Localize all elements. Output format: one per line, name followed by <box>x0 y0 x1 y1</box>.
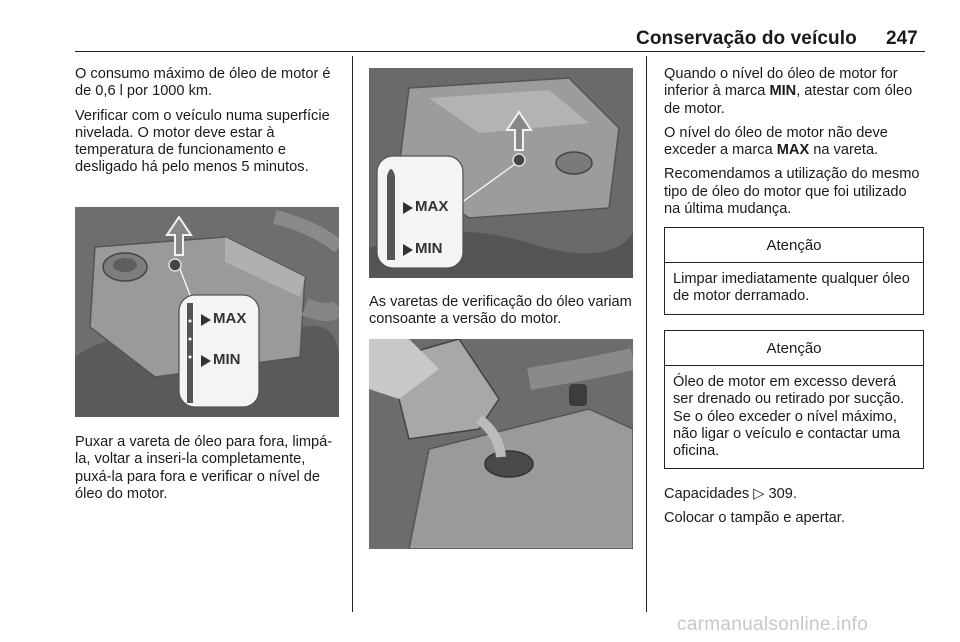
left-column <box>75 66 345 184</box>
close-cap-paragraph: Colocar o tampão e apertar. <box>664 510 845 527</box>
warning-box-title: Atenção <box>665 331 923 366</box>
max-level-paragraph: O nível do óleo de motor não deve exceder a marca MAX na vareta. <box>664 124 888 159</box>
column-divider-1 <box>352 56 353 612</box>
capacities-reference: Capacidades ▷ 309. <box>664 486 797 502</box>
figure-oil-refill <box>369 339 633 549</box>
min-level-paragraph: Quando o nível do óleo de motor for inferior à marca MIN, atestar com óleo de motor. <box>664 66 913 117</box>
capacities-link[interactable]: 309. <box>768 486 797 502</box>
engine-illustration-1 <box>75 207 339 417</box>
middle-column-caption <box>369 294 637 336</box>
right-column-bottom <box>664 486 926 535</box>
header-divider <box>75 51 925 52</box>
oil-consumption-paragraph: O consumo máximo de óleo de motor é de 0,6 l por 1000 km. <box>75 66 331 100</box>
page-number: 247 <box>886 28 918 49</box>
warning-box-1 <box>664 227 924 315</box>
oil-recommendation-paragraph: Recomendamos a utilização do mesmo tipo de óleo do motor que foi utilizado na última mudança. <box>664 166 920 218</box>
min-mark-label: MIN <box>415 240 443 257</box>
warning-box-2 <box>664 330 924 469</box>
column-divider-2 <box>646 56 647 612</box>
dipstick-caption: As varetas de verificação do óleo variam consoante a versão do motor. <box>369 294 632 328</box>
figure-engine-dipstick-2 <box>369 68 633 278</box>
dipstick-procedure-paragraph: Puxar a vareta de óleo para fora, limpá-la, voltar a inseri-la completamente, puxá-la para fora e verificar o nível de óleo do motor. <box>75 434 333 502</box>
warning-box-body: Óleo de motor em excesso deverá ser drenado ou retirado por sucção. Se o óleo exceder o nível máximo, não ligar o veículo e contactar uma oficina. <box>673 374 905 460</box>
check-conditions-paragraph: Verificar com o veículo numa superfície nivelada. O motor deve estar à temperatura de funcionamento e desligado há pelo menos 5 minutos. <box>75 107 330 176</box>
engine-illustration-2 <box>369 68 633 278</box>
warning-box-body: Limpar imediatamente qualquer óleo de motor derramado. <box>673 271 910 305</box>
page-title: Conservação do veículo <box>636 28 857 49</box>
min-mark-label: MIN <box>213 351 241 368</box>
max-mark-label: MAX <box>415 198 449 215</box>
watermark: carmanualsonline.info <box>677 614 869 635</box>
figure-engine-dipstick-1 <box>75 207 339 417</box>
oil-cap <box>569 384 587 406</box>
warning-box-title: Atenção <box>665 228 923 263</box>
max-mark-label: MAX <box>213 310 247 327</box>
right-column <box>664 66 926 225</box>
page-reference-icon: ▷ <box>753 486 769 502</box>
left-column-bottom <box>75 434 340 510</box>
oil-refill-illustration <box>369 339 633 549</box>
